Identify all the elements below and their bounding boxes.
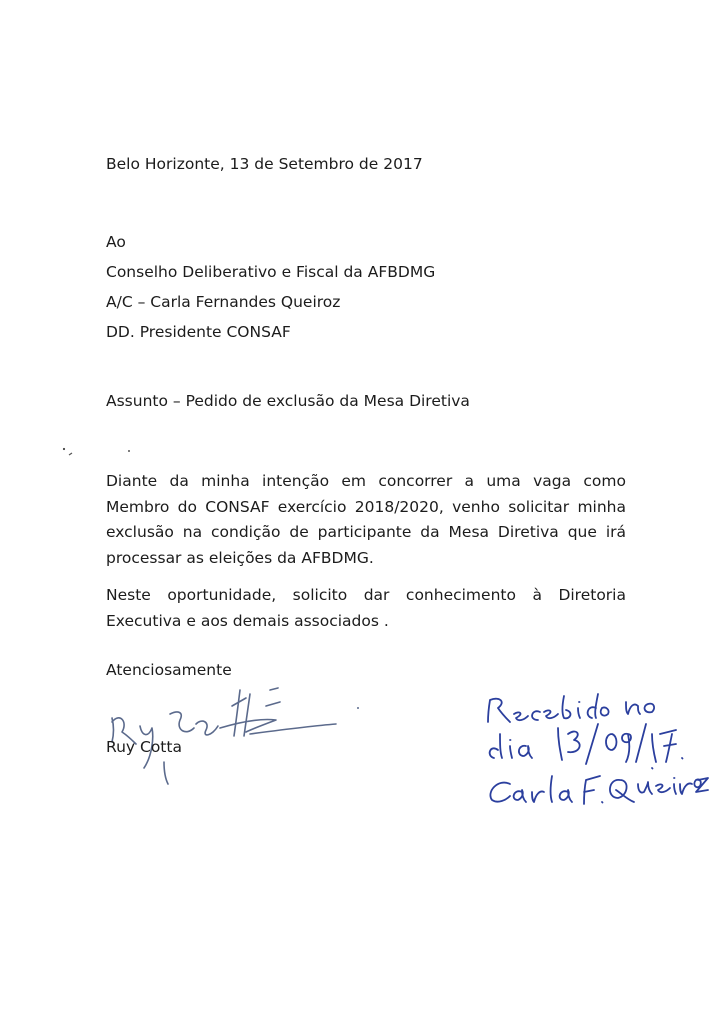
subject-line: Assunto – Pedido de exclusão da Mesa Diretiva: [106, 392, 470, 410]
recipient-organization: Conselho Deliberativo e Fiscal da AFBDMG: [106, 263, 436, 281]
body-paragraph-2: Neste oportunidade, solicito dar conhecimento à Diretoria Executiva e aos demais associados .: [106, 586, 626, 630]
salutation: Ao: [106, 233, 126, 251]
recipient-attention: A/C – Carla Fernandes Queiroz: [106, 293, 341, 311]
stray-ink-mark: [60, 444, 80, 460]
signer-name: Ruy Cotta: [106, 738, 182, 756]
stray-dot: [126, 448, 132, 454]
body-paragraph-1: Diante da minha intenção em concorrer a uma vaga como Membro do CONSAF exercício 2018/2020, venho solicitar minha exclusão na condição de participante da Mesa Diretiva que irá processar as eleições da AFBDMG.: [106, 472, 626, 567]
date-line: Belo Horizonte, 13 de Setembro de 2017: [106, 155, 423, 173]
handwritten-signature-image: [100, 676, 370, 786]
handwritten-receipt-note-image: [480, 684, 712, 824]
recipient-title: DD. Presidente CONSAF: [106, 323, 291, 341]
closing: Atenciosamente: [106, 661, 232, 679]
